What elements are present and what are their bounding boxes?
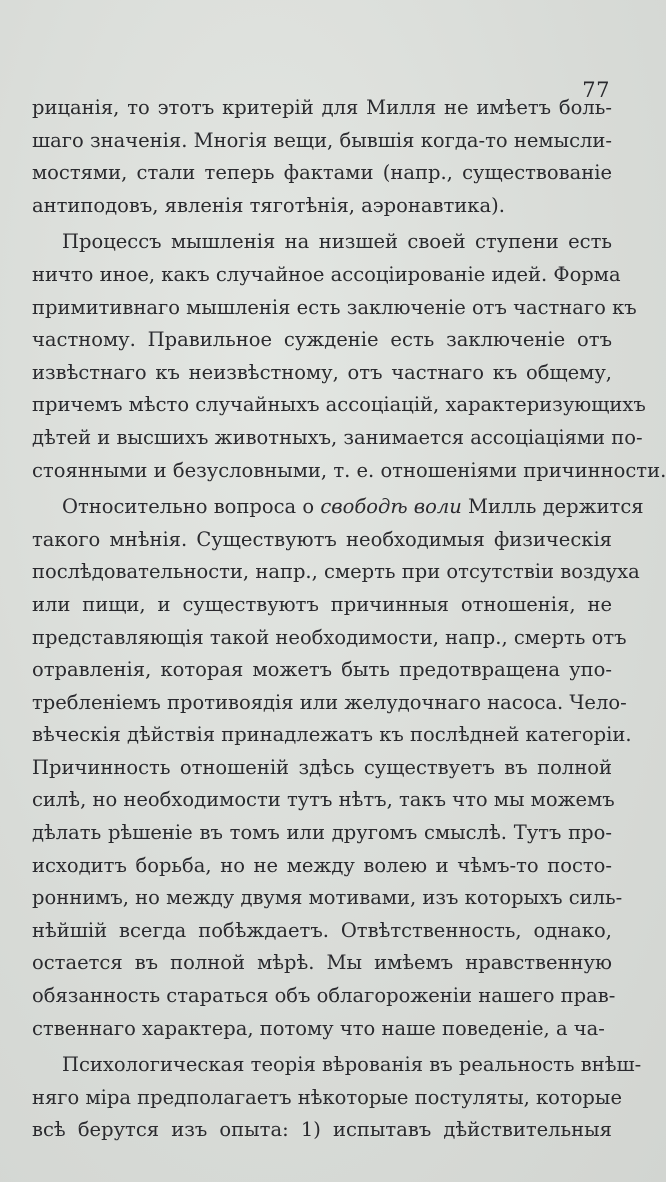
text-line: Процессъ мышленія на низшей своей ступени есть xyxy=(62,230,612,254)
text-line: представляющія такой необходимости, напр., смерть отъ xyxy=(32,625,627,649)
text-line: послѣдовательности, напр., смерть при отсутствіи воздуха xyxy=(32,560,640,584)
text-line: рицанія, то этотъ критерій для Милля не имѣетъ боль- xyxy=(32,96,612,119)
text-line: причемъ мѣсто случайныхъ ассоціацій, характеризующихъ xyxy=(32,393,646,417)
text-line: такого мнѣнія. Существуютъ необходимыя физическія xyxy=(32,527,612,551)
text-line: исходитъ борьба, но не между волею и чѣмъ-то посто- xyxy=(32,853,612,877)
text-line: остается въ полной мѣрѣ. Мы имѣемъ нравственную xyxy=(32,951,612,975)
text-line: ничто иное, какъ случайное ассоціированіе идей. Форма xyxy=(32,262,621,286)
body-text xyxy=(32,92,666,1147)
text-line: обязанность стараться объ облагороженіи нашего прав- xyxy=(32,984,616,1008)
text-line: дѣлать рѣшеніе въ томъ или другомъ смыслѣ. Тутъ про- xyxy=(32,821,612,845)
text-line: роннимъ, но между двумя мотивами, изъ которыхъ силь- xyxy=(32,886,623,910)
text-segment: Относительно вопроса о xyxy=(62,495,321,519)
text-line xyxy=(32,491,644,524)
paragraph-4 xyxy=(32,1049,642,1147)
text-line: отравленія, которая можетъ быть предотвращена упо- xyxy=(32,658,612,682)
text-line: примитивнаго мышленія есть заключеніе отъ частнаго къ xyxy=(32,295,637,319)
text-line: или пищи, и существуютъ причинныя отношенія, не xyxy=(32,592,612,616)
text-line: мостями, стали теперь фактами (напр., существованіе xyxy=(32,161,612,185)
text-line: ственнаго характера, потому что наше поведеніе, а ча- xyxy=(32,1016,605,1040)
text-line: частному. Правильное сужденіе есть заключеніе отъ xyxy=(32,328,612,352)
text-line: требленіемъ противоядія или желудочнаго насоса. Чело- xyxy=(32,690,627,714)
page-number: 77 xyxy=(582,78,610,102)
text-line: шаго значенія. Многія вещи, бывшія когда-то немысли- xyxy=(32,128,612,152)
text-line: антиподовъ, явленія тяготѣнія, аэронавтика). xyxy=(32,193,505,217)
text-line: всѣ берутся изъ опыта: 1) испытавъ дѣйствительныя xyxy=(32,1118,612,1142)
text-line: нѣйшій всегда побѣждаетъ. Отвѣтственность, однако, xyxy=(32,918,612,942)
text-line: няго міра предполагаетъ нѣкоторые постуляты, которые xyxy=(32,1085,622,1109)
text-line: стоянными и безусловными, т. е. отношеніями причинности. xyxy=(32,458,666,482)
paragraph-1 xyxy=(32,92,612,222)
text-line: Психологическая теорія вѣрованія въ реальность внѣш- xyxy=(62,1053,642,1077)
text-line: дѣтей и высшихъ животныхъ, занимается ассоціаціями по- xyxy=(32,425,643,449)
paragraph-2 xyxy=(32,226,666,487)
text-line: силѣ, но необходимости тутъ нѣтъ, такъ что мы можемъ xyxy=(32,788,615,812)
italic-term: свободѣ воли xyxy=(320,495,462,519)
paragraph-3 xyxy=(32,491,644,1045)
text-segment: Милль держится xyxy=(461,495,644,519)
text-line: вѣческія дѣйствія принадлежатъ къ послѣдней категоріи. xyxy=(32,723,632,747)
text-line: извѣстнаго къ неизвѣстному, отъ частнаго къ общему, xyxy=(32,360,612,384)
text-line: Причинность отношеній здѣсь существуетъ въ полной xyxy=(32,755,612,779)
